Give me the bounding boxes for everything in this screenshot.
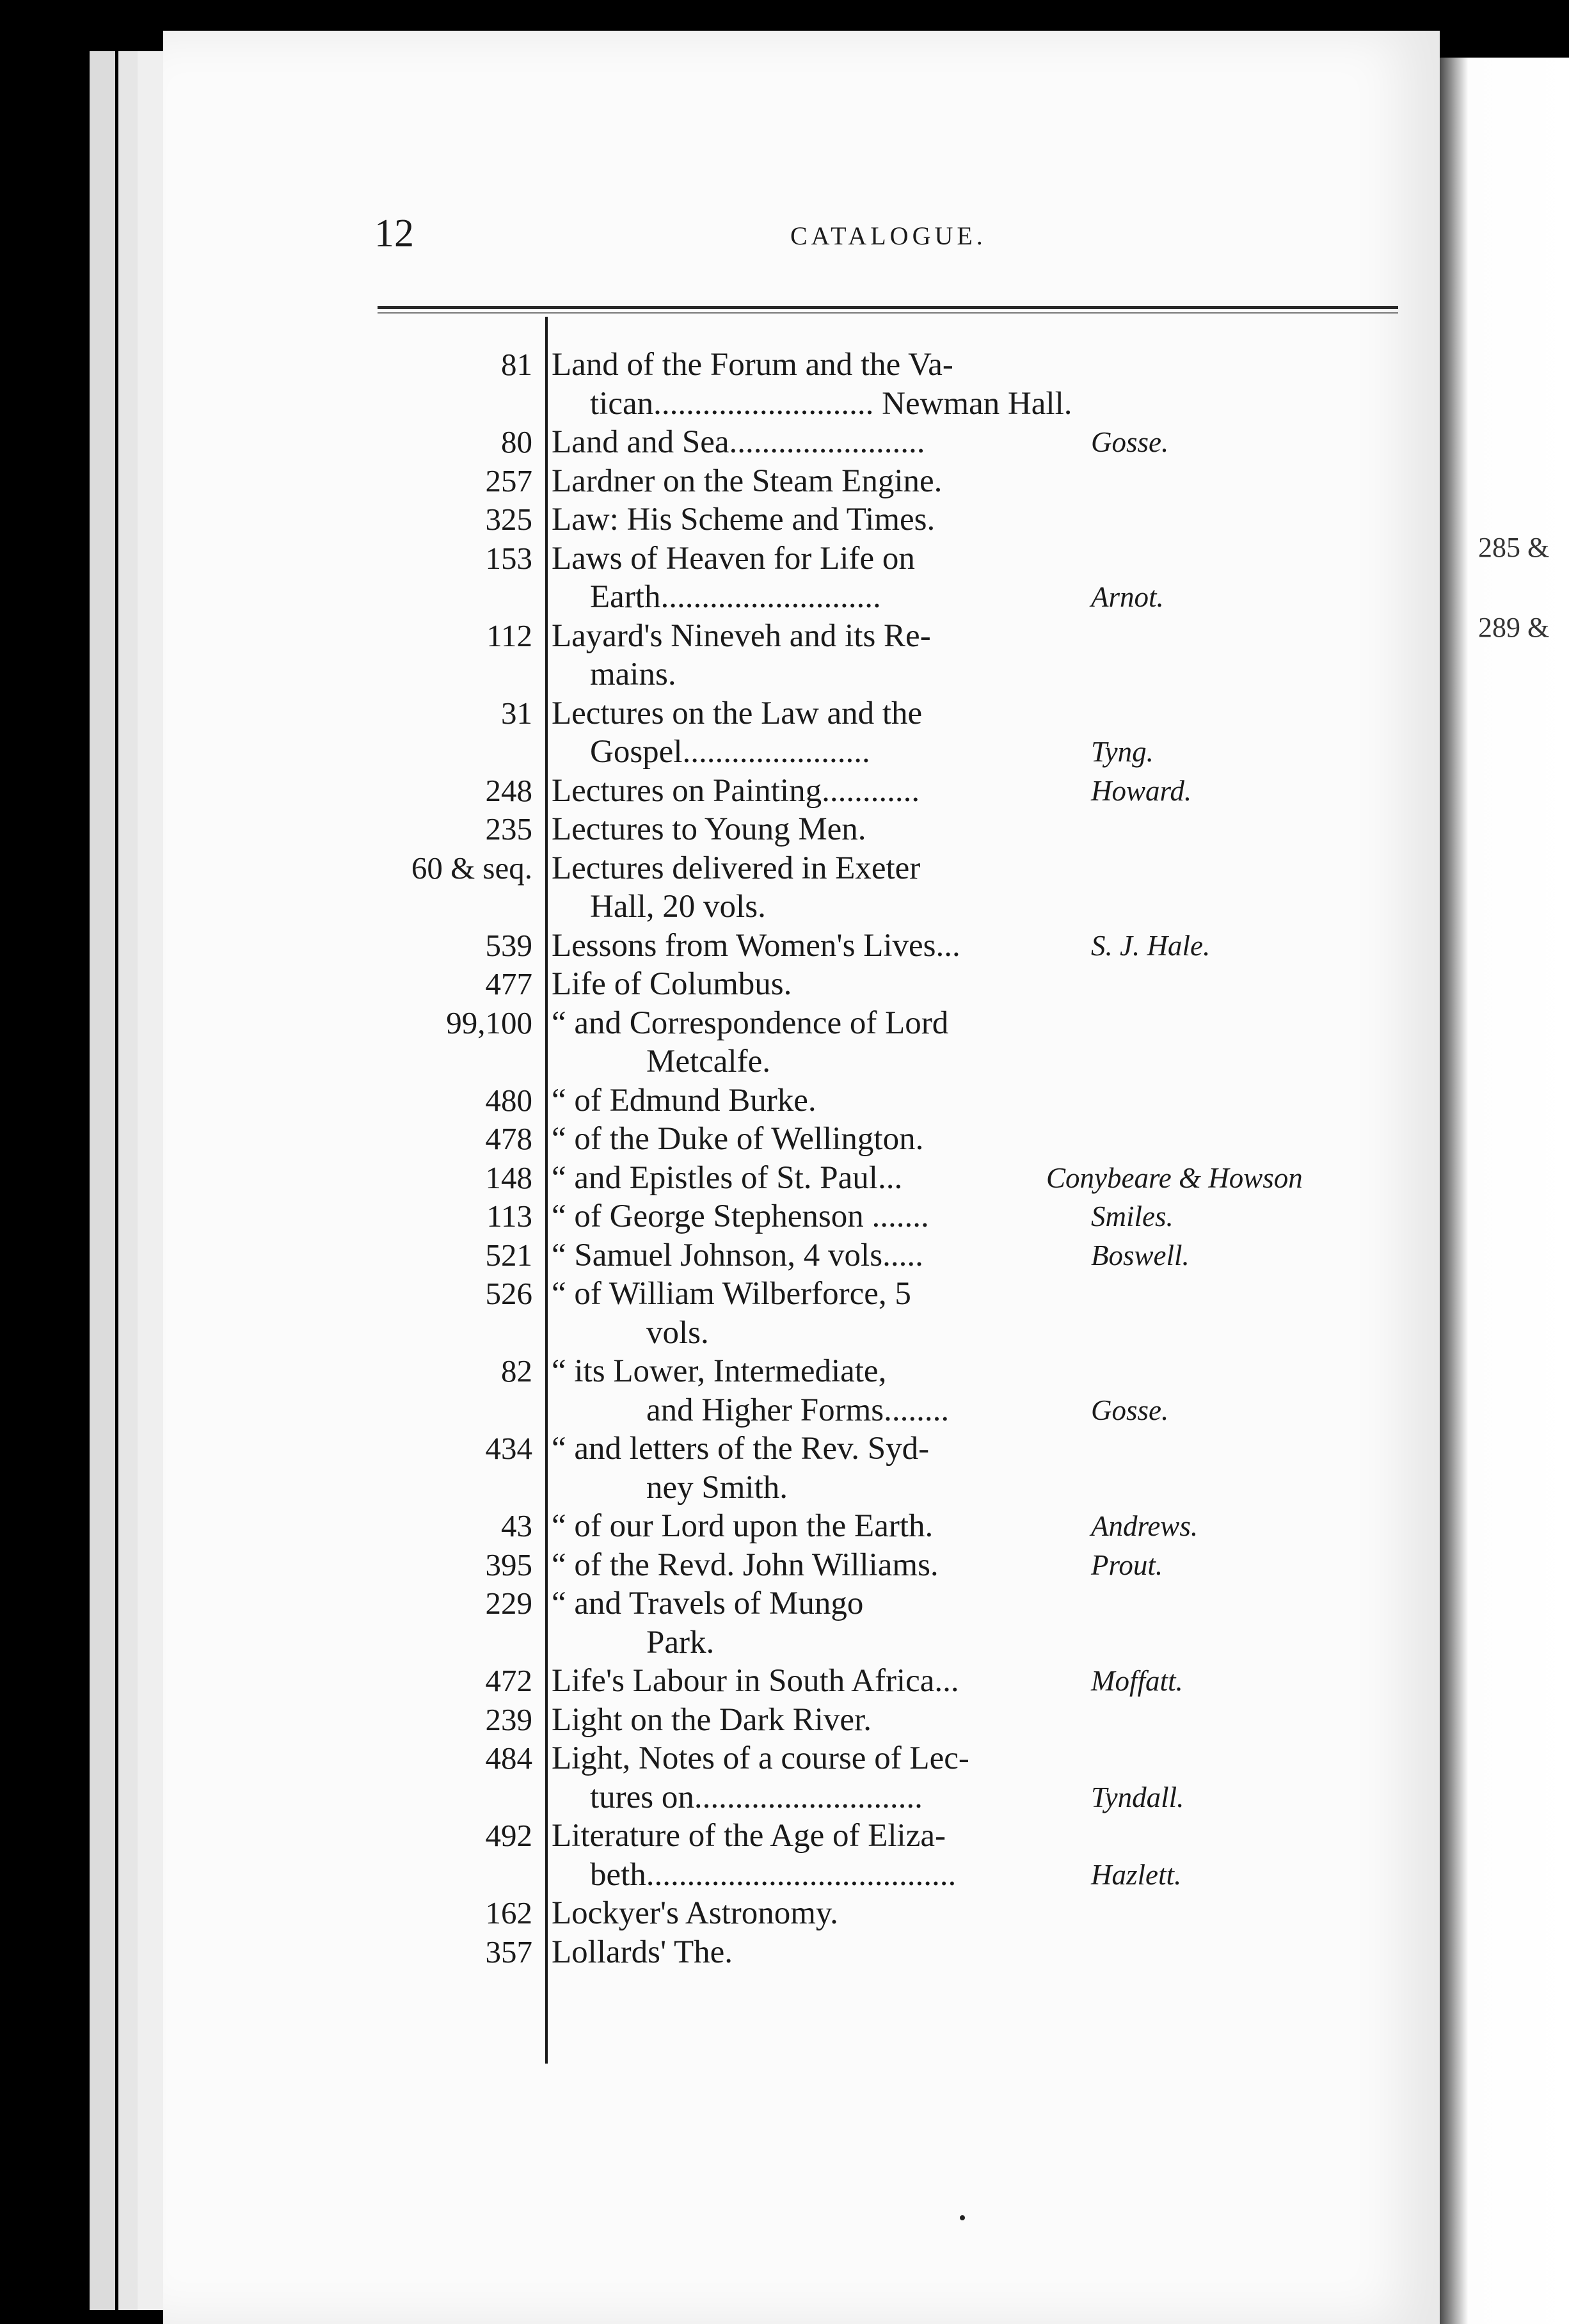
entry-number: 81 — [501, 347, 532, 382]
entry-title-line: and Higher Forms........ — [646, 1392, 950, 1428]
entry-title-line: Lockyer's Astronomy. — [552, 1895, 838, 1931]
entry-number: 113 — [486, 1198, 532, 1234]
entry-number: 239 — [485, 1701, 532, 1737]
page-title: CATALOGUE. — [790, 221, 987, 250]
entry-title-line: “ and Travels of Mungo — [552, 1586, 864, 1621]
entry-title-line: Life of Columbus. — [552, 966, 792, 1002]
entry-title-line: Life's Labour in South Africa... — [552, 1663, 959, 1699]
entry-number: 539 — [485, 927, 532, 963]
entry-title-line: “ and Correspondence of Lord — [552, 1005, 949, 1041]
entry-title-line: tures on............................ — [590, 1779, 923, 1815]
entry-number: 526 — [485, 1276, 532, 1311]
entry-title-line: Light on the Dark River. — [552, 1701, 872, 1738]
page-edge-left — [138, 51, 163, 2310]
entry-title-line: Lectures on the Law and the — [552, 695, 923, 731]
entry-author: Prout. — [1091, 1548, 1163, 1581]
entry-author: Smiles. — [1091, 1200, 1174, 1232]
entry-number: 521 — [485, 1237, 532, 1273]
entry-title-line: “ of the Revd. John Williams. — [552, 1547, 939, 1583]
entry-title-line: “ of the Duke of Wellington. — [552, 1121, 924, 1157]
entry-number: 248 — [485, 772, 532, 808]
next-page-text: 285 & — [1478, 532, 1550, 563]
entry-number: 472 — [485, 1663, 532, 1698]
entry-author: Boswell. — [1091, 1239, 1190, 1271]
entry-title-line: “ and Epistles of St. Paul... — [552, 1159, 903, 1196]
entry-title-line: Park. — [646, 1624, 715, 1660]
header-rule-thin — [378, 312, 1398, 314]
entry-title-line: Lessons from Women's Lives... — [552, 927, 960, 964]
entry-number: 43 — [501, 1508, 532, 1543]
entry-title-line: vols. — [646, 1314, 709, 1351]
entry-title-line: Law: His Scheme and Times. — [552, 502, 936, 537]
entry-title-line: “ of Edmund Burke. — [552, 1082, 816, 1118]
entry-author: Andrews. — [1091, 1510, 1199, 1542]
entry-title-line: “ of George Stephenson ....... — [552, 1198, 929, 1234]
entry-author: Arnot. — [1091, 581, 1164, 613]
entry-number: 235 — [485, 811, 532, 847]
entry-title-line: Literature of the Age of Eliza- — [552, 1818, 946, 1854]
entry-author: Tyng. — [1091, 736, 1154, 768]
entry-title-line: Land of the Forum and the Va- — [552, 347, 953, 383]
ink-spot — [960, 2215, 965, 2220]
entry-title-line: Metcalfe. — [646, 1044, 770, 1079]
entry-title-line: Lectures to Young Men. — [552, 811, 866, 847]
entry-number: 82 — [501, 1353, 532, 1389]
entry-number: 229 — [485, 1586, 532, 1621]
column-divider — [545, 317, 548, 2064]
entry-author: S. J. Hale. — [1091, 929, 1211, 962]
entry-title-line: Lectures on Painting............ — [552, 772, 920, 809]
entry-number: 99,100 — [446, 1005, 532, 1040]
entry-number: 477 — [485, 966, 532, 1001]
entry-author: Hazlett. — [1091, 1858, 1182, 1891]
next-page-edge — [1440, 58, 1569, 2324]
next-page-text: 289 & — [1478, 612, 1550, 643]
entry-title-line: “ and letters of the Rev. Syd- — [552, 1431, 930, 1467]
entry-title-line: Lectures delivered in Exeter — [552, 850, 921, 886]
entry-title-line: Lardner on the Steam Engine. — [552, 463, 943, 499]
entry-number: 434 — [485, 1431, 532, 1466]
entry-number: 478 — [485, 1121, 532, 1156]
entry-author: Tyndall. — [1091, 1781, 1184, 1813]
entry-number: 492 — [485, 1818, 532, 1853]
entry-number: 162 — [485, 1895, 532, 1930]
entry-title-line: “ of William Wilberforce, 5 — [552, 1276, 911, 1312]
entry-author: Gosse. — [1091, 1394, 1169, 1426]
page-edge-left — [90, 51, 115, 2310]
entry-number: 148 — [485, 1159, 532, 1195]
entry-number: 480 — [485, 1082, 532, 1118]
entry-title-line: Lollards' The. — [552, 1934, 733, 1970]
entry-author: Gosse. — [1091, 426, 1169, 458]
header-rule — [378, 306, 1398, 309]
entry-title-line: “ of our Lord upon the Earth. — [552, 1508, 934, 1544]
entry-title-line: ney Smith. — [646, 1469, 788, 1506]
entry-number: 60 & seq. — [411, 850, 532, 886]
entry-title-line: Earth........................... — [590, 579, 881, 615]
entry-title-line: Laws of Heaven for Life on — [552, 540, 915, 577]
entry-title-line: Hall, 20 vols. — [590, 889, 766, 925]
entry-title-line: Gospel....................... — [590, 734, 870, 770]
entry-title-line: “ its Lower, Intermediate, — [552, 1353, 887, 1389]
entry-title-line: beth...................................... — [590, 1856, 957, 1893]
entry-number: 153 — [485, 540, 532, 576]
entry-author: Howard. — [1091, 774, 1192, 807]
entry-number: 357 — [485, 1934, 532, 1970]
entry-number: 484 — [485, 1740, 532, 1776]
entry-number: 80 — [501, 424, 532, 459]
entry-number: 257 — [485, 463, 532, 498]
page-number: 12 — [374, 212, 414, 255]
entry-title-line: Layard's Nineveh and its Re- — [552, 617, 931, 654]
entry-author: Moffatt. — [1091, 1665, 1183, 1697]
entry-title-line: tican........................... Newman Hall. — [590, 385, 1072, 422]
entry-number: 395 — [485, 1547, 532, 1582]
entry-number: 112 — [486, 617, 532, 653]
entry-title-line: Land and Sea........................ — [552, 424, 925, 460]
entry-number: 325 — [485, 502, 532, 537]
entry-number: 31 — [501, 695, 532, 731]
entry-title-line: “ Samuel Johnson, 4 vols..... — [552, 1237, 923, 1273]
entry-title-line: mains. — [590, 657, 676, 692]
entry-title-line: Light, Notes of a course of Lec- — [552, 1740, 969, 1776]
entry-author: Conybeare & Howson — [1046, 1161, 1303, 1194]
